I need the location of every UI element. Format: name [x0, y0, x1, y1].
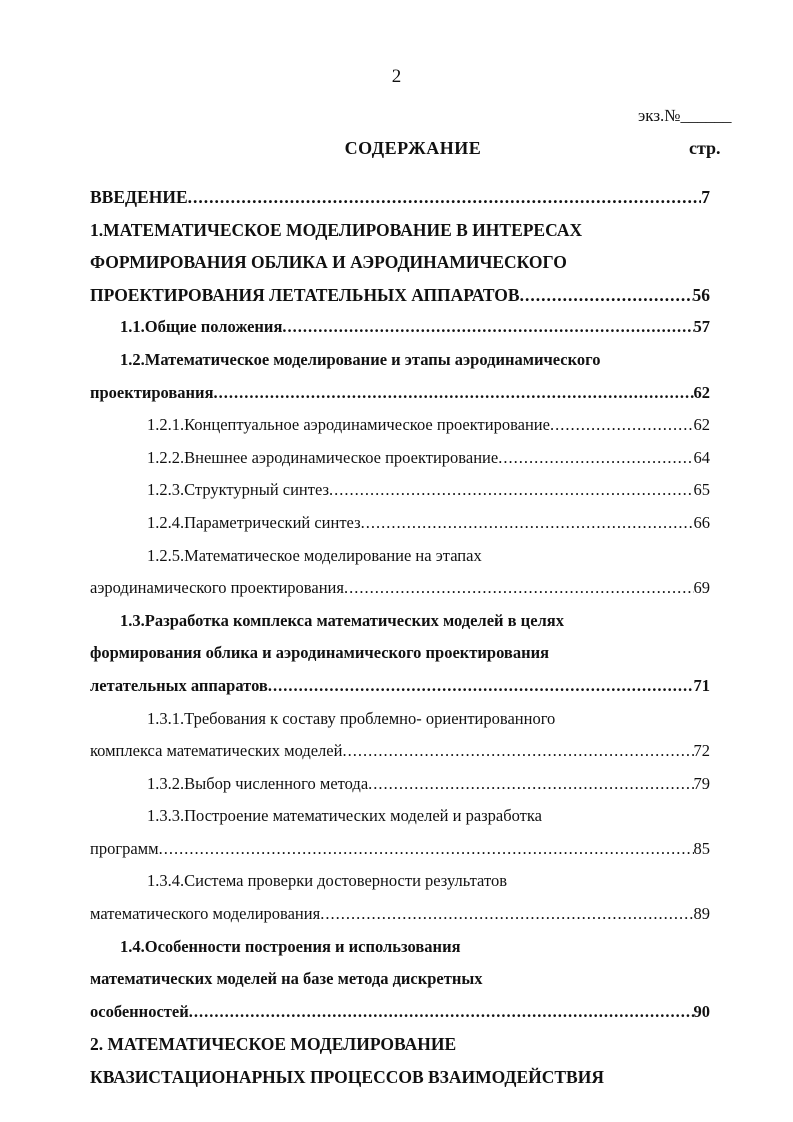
toc-entry-text: 1.2.1.Концептуальное аэродинамическое проектирование	[147, 415, 550, 435]
toc-entry-chapter-2-cont: КВАЗИСТАЦИОНАРНЫХ ПРОЦЕССОВ ВЗАИМОДЕЙСТВИЯ	[90, 1067, 604, 1088]
copy-number: экз.№______	[638, 106, 732, 125]
toc-entry-1-2-5-end[interactable]	[90, 572, 710, 605]
toc-entry-1-3-1-end[interactable]	[90, 735, 710, 768]
toc-entry-1-1[interactable]	[90, 311, 710, 344]
toc-entry-chapter-1[interactable]: 1.МАТЕМАТИЧЕСКОЕ МОДЕЛИРОВАНИЕ В ИНТЕРЕСАХ	[90, 219, 583, 240]
toc-entry-chapter-1-cont: ФОРМИРОВАНИЯ ОБЛИКА И АЭРОДИНАМИЧЕСКОГО	[90, 252, 567, 273]
toc-entry-1-3-end[interactable]	[90, 670, 710, 703]
page-title: СОДЕРЖАНИЕ	[344, 138, 482, 158]
toc-page-number: 90	[693, 1001, 710, 1021]
toc-entry-text: аэродинамического проектирования	[90, 578, 344, 598]
toc-page-number: 62	[693, 382, 710, 402]
toc-page-number: 85	[693, 838, 710, 858]
toc-entry-1-3-1[interactable]: 1.3.1.Требования к составу проблемно- ориентированного	[147, 708, 556, 728]
toc-entry-text: 1.1.Общие положения	[120, 317, 283, 337]
table-of-contents	[90, 181, 710, 1094]
toc-entry-1-4-end[interactable]	[90, 996, 710, 1029]
toc-entry-text: комплекса математических моделей	[90, 741, 343, 761]
toc-page-number: 57	[693, 317, 710, 337]
toc-page-number: 71	[693, 675, 710, 695]
toc-entry-text: проектирования	[90, 382, 214, 402]
toc-page-number: 66	[693, 512, 710, 532]
toc-page-number: 62	[693, 415, 710, 435]
toc-entry-text: особенностей	[90, 1001, 189, 1021]
toc-entry-text: программ	[90, 838, 159, 858]
toc-entry-1-2-2[interactable]	[90, 442, 710, 475]
toc-entry-text: 1.2.2.Внешнее аэродинамическое проектирование	[147, 447, 499, 467]
toc-entry-1-2-3[interactable]	[90, 474, 710, 507]
toc-page-number: 79	[693, 773, 710, 793]
toc-entry-1-2-end[interactable]	[90, 377, 710, 410]
toc-entry-1-3-3[interactable]: 1.3.3.Построение математических моделей и разработка	[147, 806, 542, 826]
page-number: 2	[391, 66, 402, 87]
toc-entry-text: 1.3.2.Выбор численного метода	[147, 773, 369, 793]
toc-entry-text: 1.2.3.Структурный синтез	[147, 480, 330, 500]
toc-entry-1-3-3-end[interactable]	[90, 833, 710, 866]
toc-page-number: 56	[692, 284, 710, 305]
toc-page-number: 89	[693, 904, 710, 924]
toc-page-number: 64	[693, 447, 710, 467]
toc-entry-1-3-4-end[interactable]	[90, 898, 710, 931]
toc-entry-1-4-cont: математических моделей на базе метода дискретных	[90, 969, 483, 989]
toc-entry-text: ВВЕДЕНИЕ	[90, 187, 188, 207]
toc-entry-1-3-4[interactable]: 1.3.4.Система проверки достоверности результатов	[147, 871, 507, 891]
toc-entry-text: ПРОЕКТИРОВАНИЯ ЛЕТАТЕЛЬНЫХ АППАРАТОВ	[90, 284, 520, 305]
toc-entry-chapter-1-end[interactable]	[90, 279, 710, 312]
toc-entry-intro[interactable]	[90, 181, 710, 214]
toc-entry-text: 1.2.4.Параметрический синтез	[147, 512, 361, 532]
toc-entry-1-2-4[interactable]	[90, 507, 710, 540]
toc-entry-1-2-5[interactable]: 1.2.5.Математическое моделирование на этапах	[147, 545, 482, 565]
toc-entry-1-2[interactable]: 1.2.Математическое моделирование и этапы аэродинамического	[120, 349, 601, 369]
toc-entry-1-4[interactable]: 1.4.Особенности построения и использования	[120, 936, 461, 956]
toc-page-number: 72	[693, 741, 710, 761]
toc-entry-text: летательных аппаратов	[90, 675, 268, 695]
toc-entry-chapter-2[interactable]: 2. МАТЕМАТИЧЕСКОЕ МОДЕЛИРОВАНИЕ	[90, 1034, 457, 1055]
toc-page-number: 7	[701, 187, 710, 207]
page-column-heading: стр.	[689, 138, 721, 158]
toc-entry-1-3[interactable]: 1.3.Разработка комплекса математических моделей в целях	[120, 610, 564, 630]
toc-entry-text: математического моделирования	[90, 904, 321, 924]
toc-page-number: 69	[693, 578, 710, 598]
toc-page-number: 65	[693, 480, 710, 500]
toc-entry-1-3-2[interactable]	[90, 768, 710, 801]
toc-entry-1-3-cont: формирования облика и аэродинамического проектирования	[90, 643, 550, 663]
toc-entry-1-2-1[interactable]	[90, 409, 710, 442]
